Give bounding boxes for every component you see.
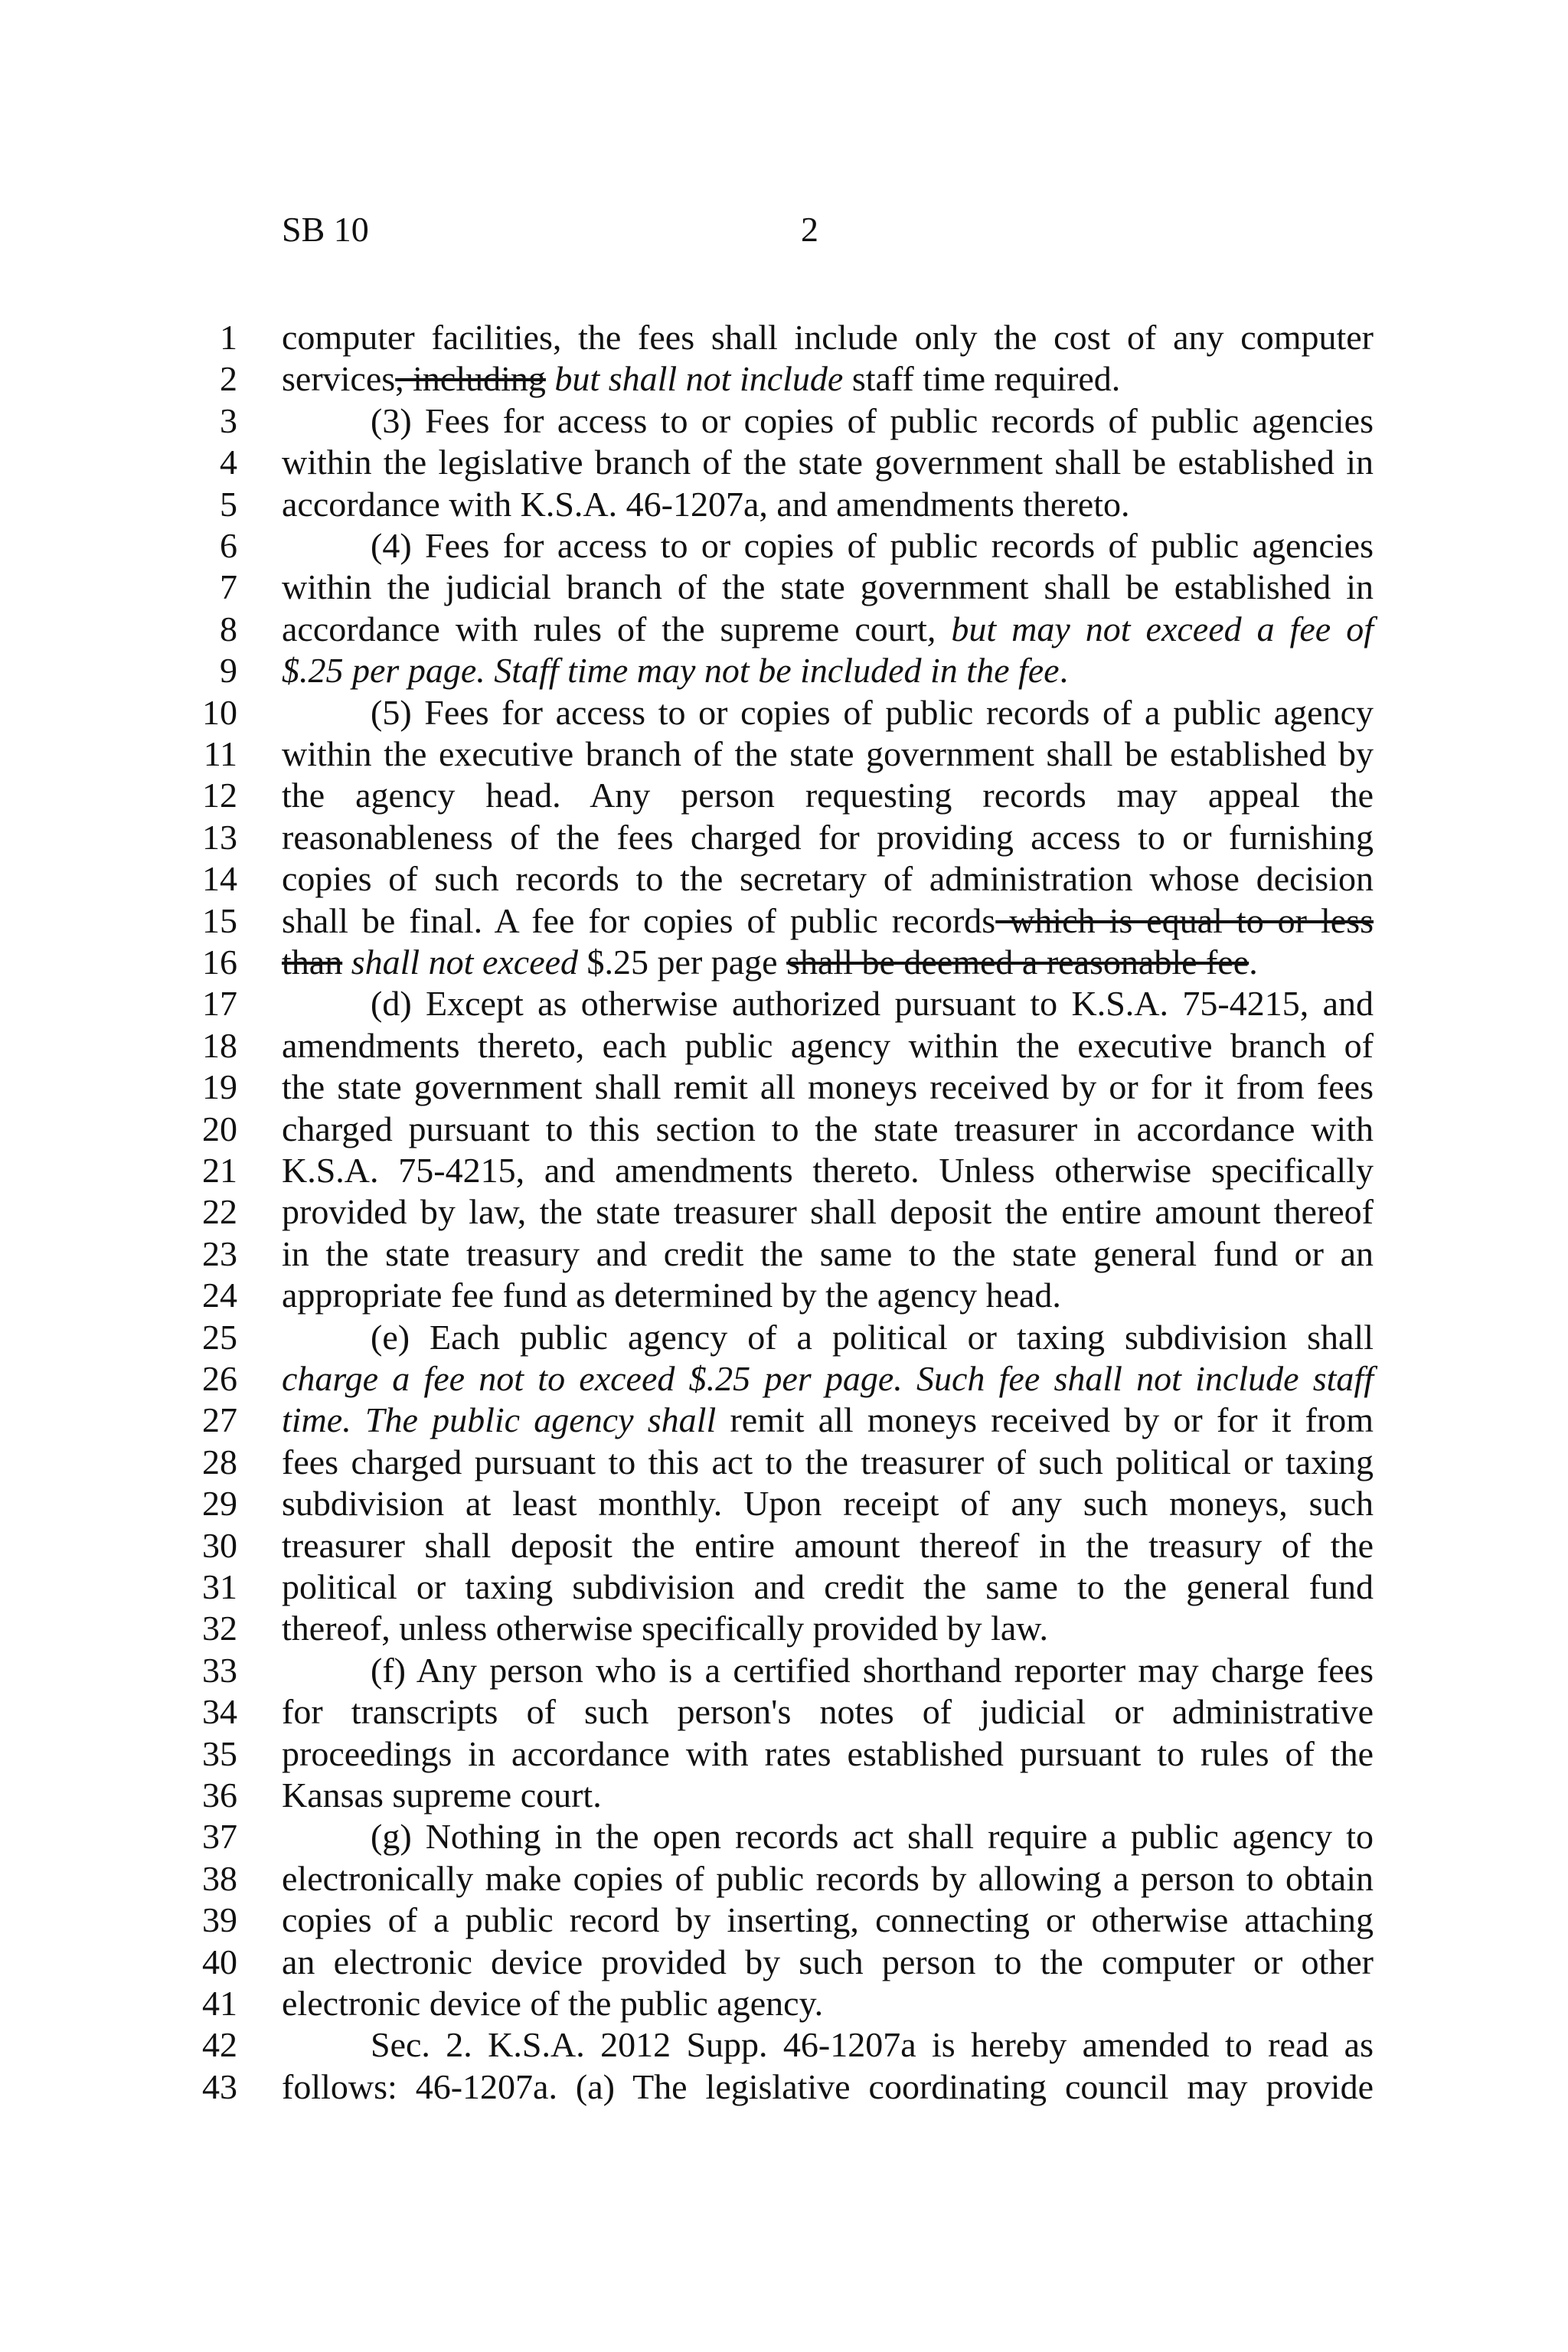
text-line xyxy=(282,2024,1374,2066)
line-number: 35 xyxy=(202,1733,237,1773)
text-segment: (4) Fees for access to or copies of public records of public agencies xyxy=(371,526,1374,565)
bill-number: SB 10 xyxy=(282,210,369,249)
text-line xyxy=(282,1400,1374,1441)
text-segment: (f) Any person who is a certified shorthand reporter may charge fees xyxy=(371,1650,1374,1690)
line-number: 17 xyxy=(202,984,237,1024)
text-segment: treasurer shall deposit the entire amount thereof in the treasury of the xyxy=(282,1525,1374,1565)
text-segment: an electronic device provided by such person to the computer or other xyxy=(282,1942,1374,1981)
text-segment: (e) Each public agency of a political or taxing subdivision shall xyxy=(371,1317,1374,1357)
text-line xyxy=(282,692,1374,733)
line-number: 6 xyxy=(220,526,237,565)
line-number: 2 xyxy=(220,359,237,399)
text-segment: electronically make copies of public records by allowing a person to obtain xyxy=(282,1858,1374,1898)
text-segment xyxy=(342,942,351,982)
line-number: 7 xyxy=(220,567,237,607)
line-number: 40 xyxy=(202,1942,237,1981)
text-segment: computer facilities, the fees shall include only the cost of any computer xyxy=(282,318,1374,357)
text-segment: within the executive branch of the state government shall be established by xyxy=(282,734,1374,773)
text-segment: thereof, unless otherwise specifically provided by law. xyxy=(282,1609,1049,1648)
line-number: 20 xyxy=(202,1109,237,1148)
text-line xyxy=(282,525,1374,567)
struck-text: , including xyxy=(395,359,546,399)
line-number: 13 xyxy=(202,817,237,857)
line-number: 34 xyxy=(202,1692,237,1732)
line-number: 4 xyxy=(220,443,237,482)
text-line xyxy=(282,900,1374,942)
line-number: 10 xyxy=(202,692,237,732)
text-line xyxy=(282,858,1374,900)
text-line xyxy=(282,1275,1374,1316)
struck-text: which is equal to or less xyxy=(995,900,1374,940)
text-segment: follows: 46-1207a. (a) The legislative coordinating council may provide xyxy=(282,2066,1374,2106)
text-line xyxy=(282,1608,1374,1649)
line-number: 38 xyxy=(202,1858,237,1898)
line-number: 3 xyxy=(220,400,237,440)
text-segment: electronic device of the public agency. xyxy=(282,1984,824,2023)
line-number: 18 xyxy=(202,1025,237,1065)
text-segment: within the legislative branch of the state government shall be established in xyxy=(282,443,1374,482)
text-segment: amendments thereto, each public agency within the executive branch of xyxy=(282,1025,1374,1065)
text-line xyxy=(282,2066,1374,2108)
text-line xyxy=(282,1317,1374,1358)
text-line xyxy=(282,484,1374,525)
text-segment: copies of such records to the secretary of administration whose decision xyxy=(282,859,1374,899)
inserted-text: , but may not exceed a fee of xyxy=(926,609,1374,648)
line-number: 31 xyxy=(202,1567,237,1606)
text-segment: the state government shall remit all moneys received by or for it from fees xyxy=(282,1067,1374,1107)
text-line xyxy=(282,775,1374,816)
line-number: 24 xyxy=(202,1276,237,1315)
text-segment: accordance with K.S.A. 46-1207a, and amendments thereto. xyxy=(282,484,1130,524)
text-line xyxy=(282,1191,1374,1233)
text-line xyxy=(282,567,1374,608)
text-segment: fees charged pursuant to this act to the treasurer of such political or taxing xyxy=(282,1442,1374,1481)
line-number: 27 xyxy=(202,1400,237,1440)
line-number: 41 xyxy=(202,1984,237,2023)
line-number: 28 xyxy=(202,1442,237,1481)
text-line xyxy=(282,733,1374,775)
text-line xyxy=(282,400,1374,442)
inserted-text: charge a fee not to exceed $.25 per page. Such fee shall not include staff xyxy=(282,1359,1374,1398)
text-line xyxy=(282,817,1374,858)
text-line xyxy=(282,1650,1374,1691)
text-segment: Kansas supreme court. xyxy=(282,1775,602,1815)
inserted-text: time. The public agency shall xyxy=(282,1400,717,1440)
line-number: 1 xyxy=(220,318,237,357)
text-line xyxy=(282,1858,1374,1900)
text-segment: Sec. 2. K.S.A. 2012 Supp. 46-1207a is hereby amended to read as xyxy=(371,2025,1374,2065)
text-segment: . xyxy=(1059,651,1069,691)
text-segment: political or taxing subdivision and credit the same to the general fund xyxy=(282,1567,1374,1606)
text-segment: provided by law, the state treasurer shall deposit the entire amount thereof xyxy=(282,1192,1374,1232)
text-segment: K.S.A. 75-4215, and amendments thereto. Unless otherwise specifically xyxy=(282,1151,1374,1190)
text-line xyxy=(282,1150,1374,1191)
line-number: 8 xyxy=(220,609,237,648)
text-line xyxy=(282,358,1374,400)
text-line xyxy=(282,1442,1374,1483)
line-number: 22 xyxy=(202,1192,237,1232)
text-line xyxy=(282,1233,1374,1275)
line-number: 37 xyxy=(202,1817,237,1857)
text-segment: within the judicial branch of the state government shall be established in xyxy=(282,567,1374,607)
text-segment: appropriate fee fund as determined by the agency head. xyxy=(282,1276,1061,1315)
text-segment: subdivision at least monthly. Upon receipt of any such moneys, such xyxy=(282,1484,1374,1524)
text-line xyxy=(282,1983,1374,2024)
text-segment: in the state treasury and credit the same to the state general fund or an xyxy=(282,1233,1374,1273)
text-segment xyxy=(546,359,555,398)
line-number: 33 xyxy=(202,1650,237,1690)
text-line xyxy=(282,1942,1374,1983)
text-segment: accordance with rules of the supreme court xyxy=(282,609,927,648)
text-line xyxy=(282,983,1374,1024)
text-segment: . xyxy=(1249,942,1258,982)
text-line xyxy=(282,942,1374,983)
text-segment: (3) Fees for access to or copies of public records of public agencies xyxy=(371,400,1374,440)
inserted-text: but shall not include xyxy=(554,359,844,399)
struck-text: shall be deemed a reasonable fee xyxy=(786,942,1250,982)
line-number: 29 xyxy=(202,1484,237,1524)
text-segment: reasonableness of the fees charged for providing access to or furnishing xyxy=(282,817,1374,857)
text-line xyxy=(282,1691,1374,1733)
line-number: 19 xyxy=(202,1067,237,1107)
line-number: 26 xyxy=(202,1359,237,1398)
line-number: 5 xyxy=(220,484,237,524)
inserted-text: shall not exceed xyxy=(351,942,579,982)
text-line xyxy=(282,1067,1374,1108)
text-line xyxy=(282,1775,1374,1816)
text-line xyxy=(282,1109,1374,1150)
inserted-text: $.25 per page. Staff time may not be included in the fee xyxy=(282,651,1060,691)
text-segment: copies of a public record by inserting, connecting or otherwise attaching xyxy=(282,1900,1374,1940)
line-number: 36 xyxy=(202,1775,237,1815)
struck-text: than xyxy=(282,942,343,982)
line-number: 21 xyxy=(202,1151,237,1190)
text-line xyxy=(282,1358,1374,1400)
line-number: 30 xyxy=(202,1525,237,1565)
line-number: 14 xyxy=(202,859,237,899)
text-segment: the agency head. Any person requesting records may appeal the xyxy=(282,776,1374,815)
text-segment: staff time required. xyxy=(843,359,1121,399)
line-number: 9 xyxy=(220,651,237,691)
page-number: 2 xyxy=(801,210,818,249)
text-line xyxy=(282,1900,1374,1941)
text-segment: $.25 per page xyxy=(578,942,787,982)
text-line xyxy=(282,650,1374,691)
line-number: 43 xyxy=(202,2066,237,2106)
line-number: 12 xyxy=(202,776,237,815)
text-segment: proceedings in accordance with rates established pursuant to rules of the xyxy=(282,1733,1374,1773)
text-line xyxy=(282,609,1374,650)
text-segment: (g) Nothing in the open records act shall require a public agency to xyxy=(371,1817,1374,1857)
line-number: 32 xyxy=(202,1609,237,1648)
text-line xyxy=(282,1525,1374,1566)
text-segment: (d) Except as otherwise authorized pursuant to K.S.A. 75-4215, and xyxy=(371,984,1374,1024)
line-number: 42 xyxy=(202,2025,237,2065)
text-segment: (5) Fees for access to or copies of public records of a public agency xyxy=(371,692,1374,732)
text-segment: remit all moneys received by or for it from xyxy=(716,1400,1374,1440)
line-number: 11 xyxy=(203,734,237,773)
line-number: 16 xyxy=(202,942,237,982)
line-number: 25 xyxy=(202,1317,237,1357)
text-line xyxy=(282,1483,1374,1524)
text-segment: charged pursuant to this section to the state treasurer in accordance with xyxy=(282,1109,1374,1148)
text-line xyxy=(282,1733,1374,1775)
line-number: 39 xyxy=(202,1900,237,1940)
text-line xyxy=(282,442,1374,483)
text-line xyxy=(282,1566,1374,1608)
text-line xyxy=(282,317,1374,358)
text-segment: services xyxy=(282,359,396,399)
text-segment: for transcripts of such person's notes of judicial or administrative xyxy=(282,1692,1374,1732)
text-segment: shall be final. A fee for copies of public records xyxy=(282,900,996,940)
text-line xyxy=(282,1816,1374,1857)
line-number: 15 xyxy=(202,900,237,940)
line-number: 23 xyxy=(202,1233,237,1273)
text-line xyxy=(282,1025,1374,1067)
